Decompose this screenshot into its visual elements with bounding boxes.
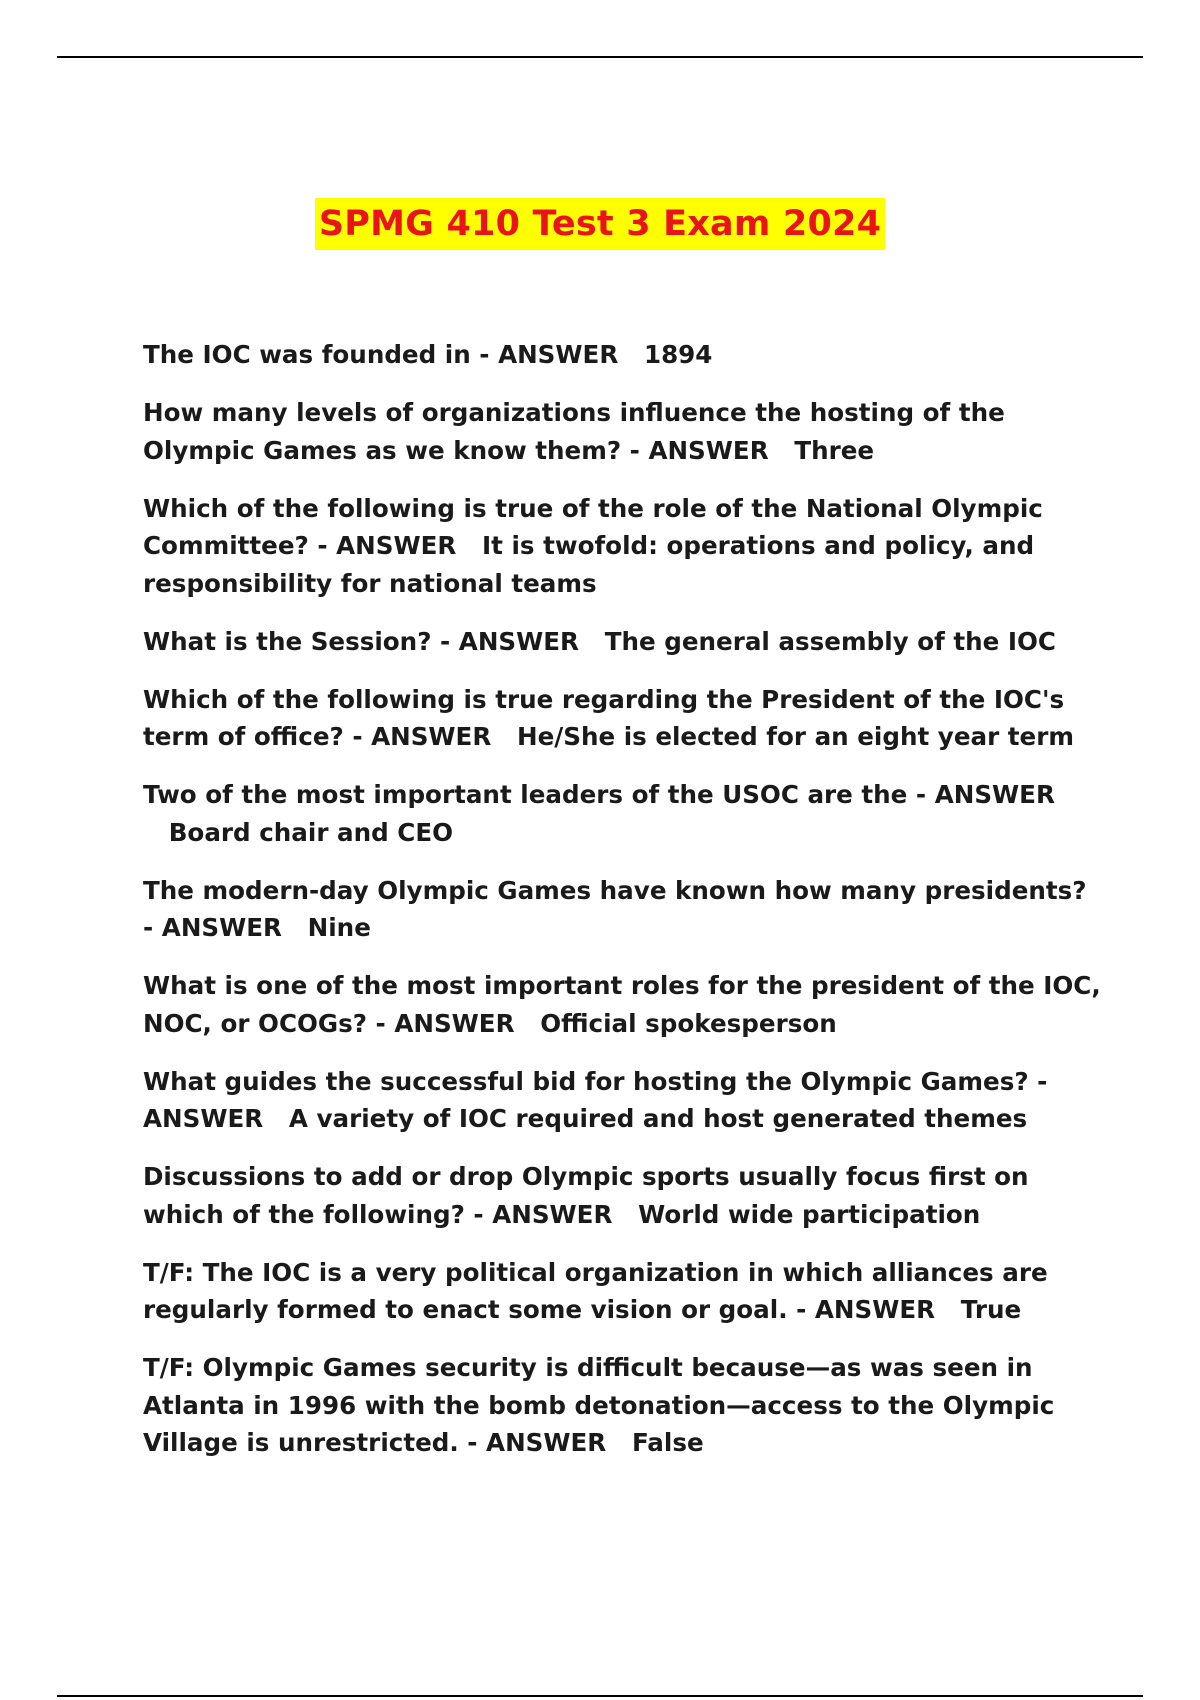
answer-label: ANSWER (498, 340, 619, 369)
qa-item (143, 1349, 1103, 1462)
answer-label: ANSWER (814, 1295, 936, 1324)
qa-item (143, 623, 1103, 661)
answer-label: ANSWER (486, 1428, 607, 1457)
answer-text: Board chair and CEO (168, 817, 454, 847)
answer-text: It is twofold: operations and policy, and responsibility for national teams (143, 531, 1035, 598)
qa-item (143, 1158, 1103, 1233)
qa-item (143, 1063, 1103, 1138)
question-text: Which of the following is true of the role of the National Olympic Committee? - (143, 493, 1043, 560)
top-rule (57, 56, 1143, 58)
qa-item (143, 1254, 1103, 1329)
question-text: T/F: The IOC is a very political organization in which alliances are regularly formed to enact some vision or goal. - (143, 1257, 1048, 1324)
title-block (0, 198, 1200, 250)
qa-item (143, 681, 1103, 756)
answer-text: Official spokesperson (540, 1008, 837, 1038)
answer-label: ANSWER (934, 780, 1055, 809)
qa-item (143, 872, 1103, 947)
answer-text: The general assembly of the IOC (604, 626, 1056, 656)
answer-text: Nine (307, 913, 371, 942)
answer-label: ANSWER (143, 1104, 264, 1133)
question-text: What is the Session? - (143, 626, 451, 656)
qa-list (143, 336, 1103, 1482)
qa-item (143, 336, 1103, 374)
question-text: Discussions to add or drop Olympic sports usually focus first on which of the following? - (143, 1162, 1029, 1229)
answer-text: Three (794, 435, 875, 465)
answer-text: He/She is elected for an eight year term (516, 722, 1074, 751)
answer-text: World wide participation (638, 1199, 981, 1229)
answer-text: A variety of IOC required and host generated themes (288, 1104, 1028, 1133)
question-text: What guides the successful bid for hosting the Olympic Games? - (143, 1066, 1048, 1096)
qa-item (143, 776, 1103, 851)
answer-label: ANSWER (161, 913, 282, 942)
qa-item (143, 394, 1103, 469)
answer-label: ANSWER (371, 722, 492, 751)
question-text: Which of the following is true regarding the President of the IOC's term of office? - (143, 684, 1065, 751)
question-text: The modern-day Olympic Games have known how many presidents? - (143, 875, 1087, 942)
qa-item (143, 967, 1103, 1042)
answer-text: False (631, 1428, 704, 1457)
qa-item (143, 490, 1103, 603)
question-text: How many levels of organizations influence the hosting of the Olympic Games as we know them? - (143, 398, 1005, 465)
answer-label: ANSWER (458, 626, 579, 656)
answer-text: True (960, 1295, 1022, 1324)
answer-text: 1894 (643, 340, 713, 369)
question-text: The IOC was founded in - (143, 340, 490, 369)
question-text: T/F: Olympic Games security is difficult because—as was seen in Atlanta in 1996 with the bomb detonation—access to the Olympic Village is unrestricted. - (143, 1353, 1055, 1457)
answer-label: ANSWER (492, 1199, 613, 1229)
answer-label: ANSWER (336, 531, 457, 560)
bottom-rule (57, 1695, 1143, 1697)
question-text: Two of the most important leaders of the USOC are the - (143, 780, 927, 809)
answer-label: ANSWER (394, 1008, 515, 1038)
document-title: SPMG 410 Test 3 Exam 2024 (315, 198, 885, 250)
question-text: What is one of the most important roles for the president of the IOC, NOC, or OCOGs? - (143, 971, 1101, 1038)
answer-label: ANSWER (648, 435, 769, 465)
